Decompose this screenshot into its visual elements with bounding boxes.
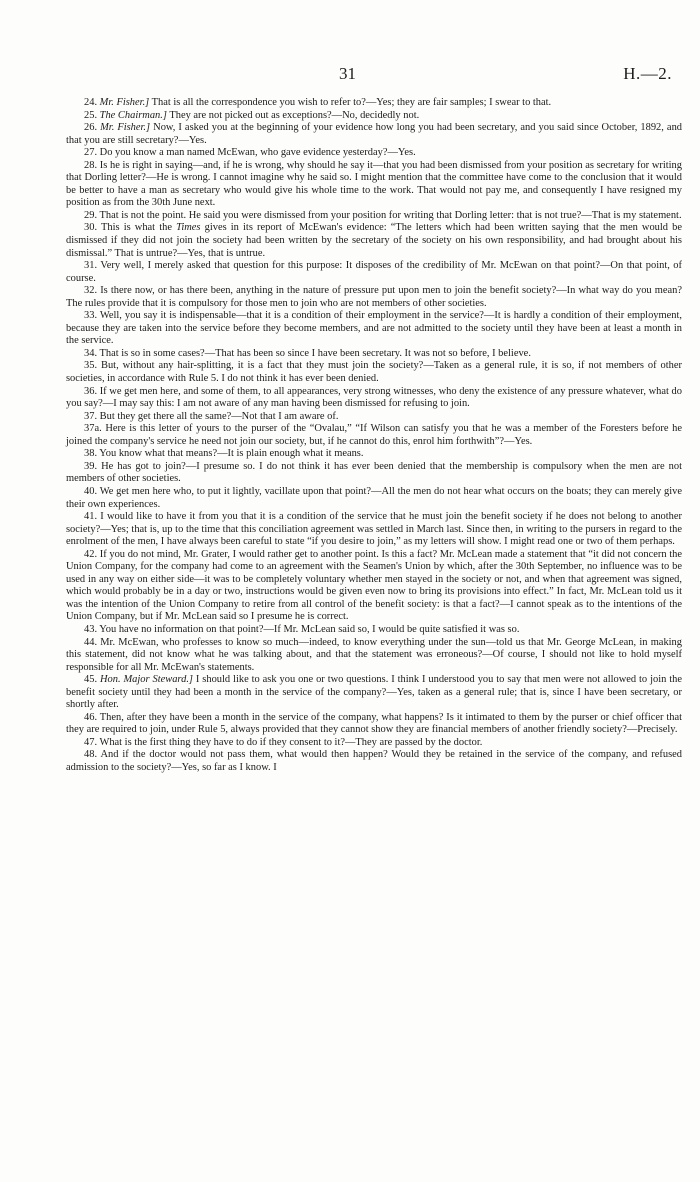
paragraph-text: Very well, I merely asked that question for this purpose: It disposes of the credibility of Mr. McEwan on that point?—On that point, of course. (66, 260, 683, 284)
question-answer-paragraph (66, 624, 682, 637)
question-answer-paragraph (66, 310, 682, 348)
question-number: 31. (84, 260, 98, 272)
question-answer-paragraph (66, 285, 682, 310)
paragraph-text: Now, I asked you at the beginning of your evidence how long you had been secretary, and you said since October, 1892, and that you are still secretary?—Yes. (66, 122, 683, 146)
question-answer-paragraph (66, 360, 682, 385)
paragraph-text: You have no information on that point?—If Mr. McLean said so, I would be quite satisfied it was so. (99, 623, 520, 635)
speaker-name: Mr. Fisher.] (100, 122, 151, 134)
paragraph-text: If you do not mind, Mr. Grater, I would rather get to another point. Is this a fact? Mr. McLean made a statement that “it did not concern the Union Company, for the company had come to an agreement with the Seamen's Union by which, after the 30th September, no influence was to be used in any way on either side—it was to be completely voluntary whether men stayed in the society or not, and when that agreement was signed, which would probably be in a day or two, instructions would be given even now to bring its provisions into effect.” In fact, Mr. McLean told us it was the intention of the Union Company to retire from all control of the benefit society: is that a fact?—I cannot speak as to the intentions of the Union Company, but if Mr. McLean said so I presume he is correct. (66, 548, 682, 623)
question-number: 37a. (84, 423, 102, 435)
question-number: 48. (84, 749, 98, 761)
question-number: 38. (84, 448, 98, 460)
question-answer-paragraph (66, 386, 682, 411)
question-answer-paragraph (66, 712, 682, 737)
question-answer-paragraph (66, 260, 682, 285)
question-answer-paragraph (66, 160, 682, 210)
question-answer-paragraph (66, 222, 682, 260)
speaker-name: Mr. Fisher.] (99, 97, 150, 108)
paragraph-text: Here is this letter of yours to the purser of the “Ovalau,” “If Wilson can satisfy you that he was a member of the Foresters before he joined the company's service he need not join our society, but, if he cannot do this, enrol him forthwith”?—Yes. (66, 423, 682, 447)
question-answer-paragraph (66, 110, 682, 123)
question-number: 42. (84, 548, 98, 560)
document-reference: H.—2. (623, 64, 672, 83)
question-answer-paragraph (66, 737, 682, 750)
question-number: 35. (84, 360, 98, 372)
paragraph-text: Is there now, or has there been, anything in the nature of pressure put upon men to join the benefit society?—In what way do you mean? The rules provide that it is compulsory for those men to join who are not members of other societies. (66, 285, 683, 309)
question-number: 33. (84, 310, 98, 322)
question-answer-paragraph (66, 486, 682, 511)
question-number: 44. (84, 636, 98, 648)
question-number: 37. (84, 410, 98, 422)
question-number: 41. (84, 511, 98, 523)
question-number: 24. (84, 97, 98, 108)
question-answer-paragraph (66, 411, 682, 424)
question-answer-paragraph (66, 461, 682, 486)
paragraph-text: Well, you say it is indispensable—that it is a condition of their employment in the service?—It is hardly a condition of their employment, because they are taken into the service before they become members, and are not admitted to the society until they have been at least a month in the service. (66, 310, 682, 347)
paragraph-text: But they get there all the same?—Not that I am aware of. (99, 410, 339, 422)
page-header (0, 64, 700, 86)
evidence-transcript (66, 97, 682, 775)
question-number: 30. (84, 222, 98, 234)
paragraph-text: That is so in some cases?—That has been so since I have been secretary. It was not so before, I believe. (99, 347, 531, 359)
paragraph-text: That is not the point. He said you were dismissed from your position for writing that Dorling letter: that is not true?—That is my statement. (99, 209, 682, 221)
question-answer-paragraph (66, 511, 682, 549)
question-answer-paragraph (66, 637, 682, 675)
paragraph-text: Then, after they have been a month in the service of the company, what happens? Is it intimated to them by the purser or chief officer that they are required to join, under Rule 5, always provided that they cannot show they are financial members of another friendly society?—Precisely. (66, 711, 683, 736)
paragraph-text: He has got to join?—I presume so. I do not think it has ever been denied that the membership is compulsory when the men are not members of other societies. (66, 460, 682, 485)
question-answer-paragraph (66, 147, 682, 160)
paragraph-text: And if the doctor would not pass them, what would then happen? Would they be retained in the service of the company, and refused admission to the society?—Yes, so far as I know. I (66, 749, 682, 773)
question-answer-paragraph (66, 348, 682, 361)
question-number: 32. (84, 285, 98, 297)
paragraph-text: Do you know a man named McEwan, who gave evidence yesterday?—Yes. (99, 147, 416, 159)
question-number: 28. (84, 159, 98, 171)
question-number: 29. (84, 209, 98, 221)
paragraph-text: I would like to have it from you that it is a condition of the service that he must join the benefit society if he does not belong to another society?—Yes; that is, up to the time that this conciliation agreement was settled in March last. Since then, in writing to the pursers in regard to the enrolment of the men, I have always been careful to state “if you desire to join,” as my letters will show. I might read one or two of them perhaps. (66, 511, 682, 548)
question-answer-paragraph (66, 423, 682, 448)
paragraph-text: You know what that means?—It is plain enough what it means. (99, 448, 364, 460)
question-answer-paragraph (66, 210, 682, 223)
paragraph-text: What is the first thing they have to do if they consent to it?—They are passed by the doctor. (99, 736, 483, 748)
question-number: 39. (84, 460, 98, 472)
paragraph-text: They are not picked out as exceptions?—No, decidedly not. (169, 109, 420, 121)
paragraph-text: I should like to ask you one or two questions. I think I understood you to say that men were not allowed to join the benefit society until they had been a month in the service of the company?—Yes, taken as a general rule; that is, since I have been secretary, or shortly after. (66, 674, 682, 711)
question-number: 46. (84, 711, 98, 723)
paragraph-text: We get men here who, to put it lightly, vacillate upon that point?—All the men do not hear what occurs on the boats; they can merely give their own experiences. (66, 485, 683, 510)
question-answer-paragraph (66, 749, 682, 774)
paragraph-text: Mr. McEwan, who professes to know so much—indeed, to know everything under the sun—told us that Mr. George McLean, in making this statement, did not know what he was talking about, and that the statement was erroneous?—Of course, I should not like to hold myself responsible for all Mr. McEwan's statements. (66, 636, 682, 673)
question-number: 34. (84, 347, 98, 359)
paragraph-text: That is all the correspondence you wish to refer to?—Yes; they are fair samples; I swear to that. (151, 97, 552, 108)
question-number: 40. (84, 485, 98, 497)
page-number: 31 (339, 64, 356, 83)
speaker-name: The Chairman.] (99, 109, 167, 121)
speaker-name: Hon. Major Steward.] (99, 674, 193, 686)
paragraph-text: But, without any hair-splitting, it is a fact that they must join the society?—Taken as a general rule, it is so, if not members of other societies, in accordance with Rule 5. I do not think it has ever been denied. (66, 360, 683, 385)
question-answer-paragraph (66, 674, 682, 712)
question-answer-paragraph (66, 97, 682, 110)
paragraph-text: If we get men here, and some of them, to all appearances, very strong witnesses, who deny the existence of any pressure whatever, what do you say?—I may say this: I am not aware of any man having been dismissed for refusing to join. (66, 385, 682, 410)
question-number: 27. (84, 147, 98, 159)
question-answer-paragraph (66, 448, 682, 461)
question-number: 43. (84, 623, 98, 635)
paragraph-text: Is he is right in saying—and, if he is wrong, why should he say it—that you had been dismissed from your position as secretary for writing that Dorling letter?—He is wrong. I cannot imagine why he said so. I might mention that the committee have come to the conclusion that it would be better to have a man as secretary who would give his whole time to the work. That would not pay me, and consequently I have resigned my position as from the 30th June next. (66, 159, 682, 209)
question-number: 25. (84, 109, 98, 121)
question-number: 36. (84, 385, 98, 397)
question-number: 26. (84, 122, 98, 134)
question-answer-paragraph (66, 122, 682, 147)
question-answer-paragraph (66, 549, 682, 624)
question-number: 45. (84, 674, 98, 686)
paragraph-text: This is what the Times gives in its report of McEwan's evidence: “The letters which had been written saying that the men would be dismissed if they did not join the society had been written by the secretary of the society on his own responsibility, and had brought about his dismissal.” That is untrue?—Yes, that is untrue. (66, 222, 683, 259)
question-number: 47. (84, 736, 98, 748)
